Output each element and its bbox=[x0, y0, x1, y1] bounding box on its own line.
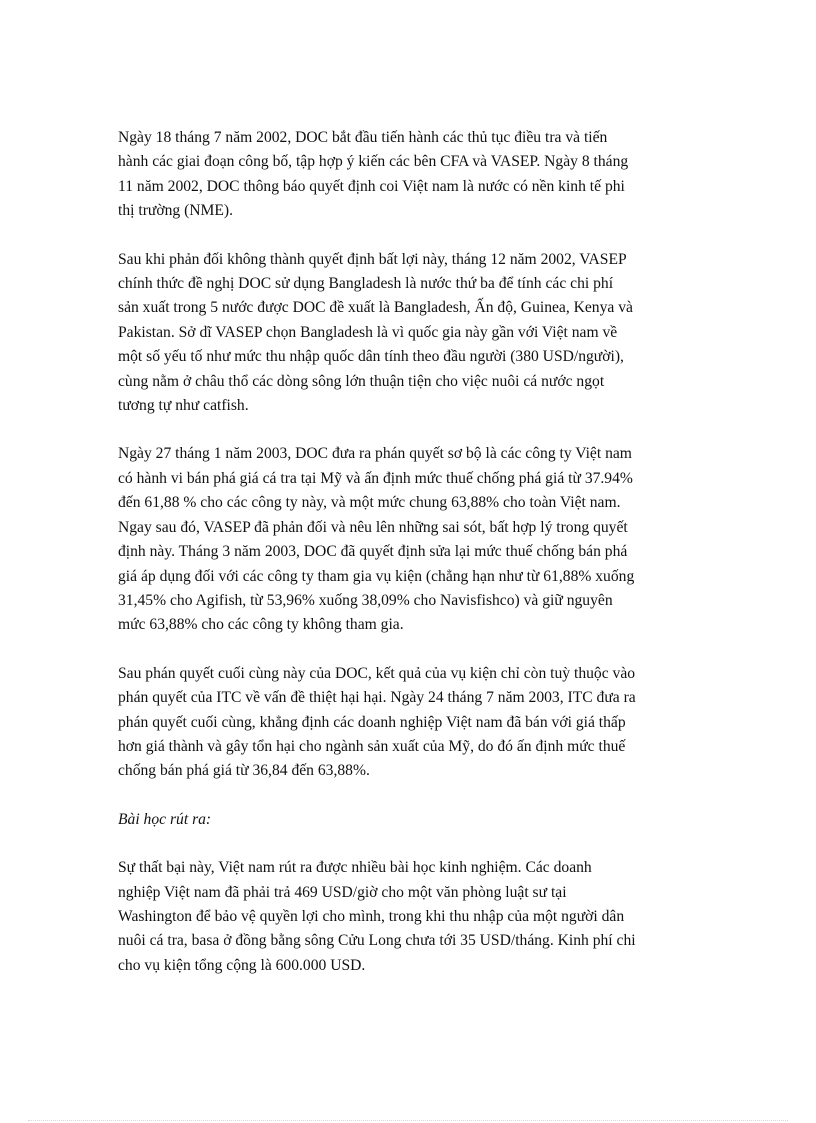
paragraph-lessons bbox=[118, 856, 708, 978]
text-line: sản xuất trong 5 nước được DOC đề xuất là Bangladesh, Ấn độ, Guinea, Kenya và bbox=[118, 299, 633, 317]
text-line: giá áp dụng đối với các công ty tham gia vụ kiện (chẳng hạn như từ 61,88% xuống bbox=[118, 567, 635, 585]
text-line: hành các giai đoạn công bố, tập hợp ý kiến các bên CFA và VASEP. Ngày 8 tháng bbox=[118, 153, 629, 171]
text-line: Sau khi phản đối không thành quyết định bất lợi này, tháng 12 năm 2002, VASEP bbox=[118, 250, 627, 268]
text-line: một số yếu tố như mức thu nhập quốc dân tính theo đầu người (380 USD/người), bbox=[118, 348, 624, 366]
paragraph-preliminary-ruling bbox=[118, 442, 708, 637]
paragraph-vasep-bangladesh bbox=[118, 248, 708, 419]
text-line: đến 61,88 % cho các công ty này, và một mức chung 63,88% cho toàn Việt nam. bbox=[118, 494, 621, 512]
text-line: có hành vi bán phá giá cá tra tại Mỹ và ấn định mức thuế chống phá giá từ 37.94% bbox=[118, 469, 633, 487]
text-line: phán quyết của ITC về vấn đề thiệt hại hại. Ngày 24 tháng 7 năm 2003, ITC đưa ra bbox=[118, 689, 636, 707]
text-line: Ngay sau đó, VASEP đã phản đối và nêu lên những sai sót, bất hợp lý trong quyết bbox=[118, 518, 628, 536]
text-line: chính thức đề nghị DOC sử dụng Bangladesh là nước thứ ba để tính các chi phí bbox=[118, 275, 614, 293]
section-heading: Bài học rút ra: bbox=[118, 810, 212, 828]
text-line: nghiệp Việt nam đã phải trả 469 USD/giờ cho một văn phòng luật sư tại bbox=[118, 883, 567, 901]
text-line: cùng nằm ở châu thổ các dòng sông lớn thuận tiện cho việc nuôi cá nước ngọt bbox=[118, 372, 605, 390]
text-line: định này. Tháng 3 năm 2003, DOC đã quyết định sửa lại mức thuế chống bán phá bbox=[118, 543, 628, 561]
text-line: Pakistan. Sở dĩ VASEP chọn Bangladesh là vì quốc gia này gần với Việt nam về bbox=[118, 323, 618, 341]
text-line: hơn giá thành và gây tổn hại cho ngành sản xuất của Mỹ, do đó ấn định mức thuế bbox=[118, 737, 626, 755]
text-line: mức 63,88% cho các công ty không tham gia. bbox=[118, 616, 404, 634]
text-line: chống bán phá giá từ 36,84 đến 63,88%. bbox=[118, 762, 370, 780]
paragraph-doc-investigation bbox=[118, 126, 708, 224]
text-line: 11 năm 2002, DOC thông báo quyết định coi Việt nam là nước có nền kinh tế phi bbox=[118, 177, 625, 195]
page-bottom-divider bbox=[28, 1120, 788, 1121]
text-line: thị trường (NME). bbox=[118, 202, 234, 220]
text-line: Sự thất bại này, Việt nam rút ra được nhiều bài học kinh nghiệm. Các doanh bbox=[118, 859, 592, 877]
text-line: 31,45% cho Agifish, từ 53,96% xuống 38,09% cho Navisfishco) và giữ nguyên bbox=[118, 591, 613, 609]
text-line: cho vụ kiện tổng cộng là 600.000 USD. bbox=[118, 956, 366, 974]
text-line: Sau phán quyết cuối cùng này của DOC, kết quả của vụ kiện chỉ còn tuỳ thuộc vào bbox=[118, 664, 636, 682]
paragraph-final-ruling bbox=[118, 662, 708, 784]
document-body bbox=[118, 126, 708, 1002]
text-line: phán quyết cuối cùng, khẳng định các doanh nghiệp Việt nam đã bán với giá thấp bbox=[118, 713, 626, 731]
text-line: Ngày 27 tháng 1 năm 2003, DOC đưa ra phán quyết sơ bộ là các công ty Việt nam bbox=[118, 445, 632, 463]
text-line: nuôi cá tra, basa ở đồng bằng sông Cửu Long chưa tới 35 USD/tháng. Kinh phí chi bbox=[118, 932, 636, 950]
text-line: Ngày 18 tháng 7 năm 2002, DOC bắt đầu tiến hành các thủ tục điều tra và tiến bbox=[118, 129, 608, 146]
text-line: Washington để bảo vệ quyền lợi cho mình, trong khi thu nhập của một người dân bbox=[118, 907, 625, 925]
text-line: tương tự như catfish. bbox=[118, 397, 249, 415]
